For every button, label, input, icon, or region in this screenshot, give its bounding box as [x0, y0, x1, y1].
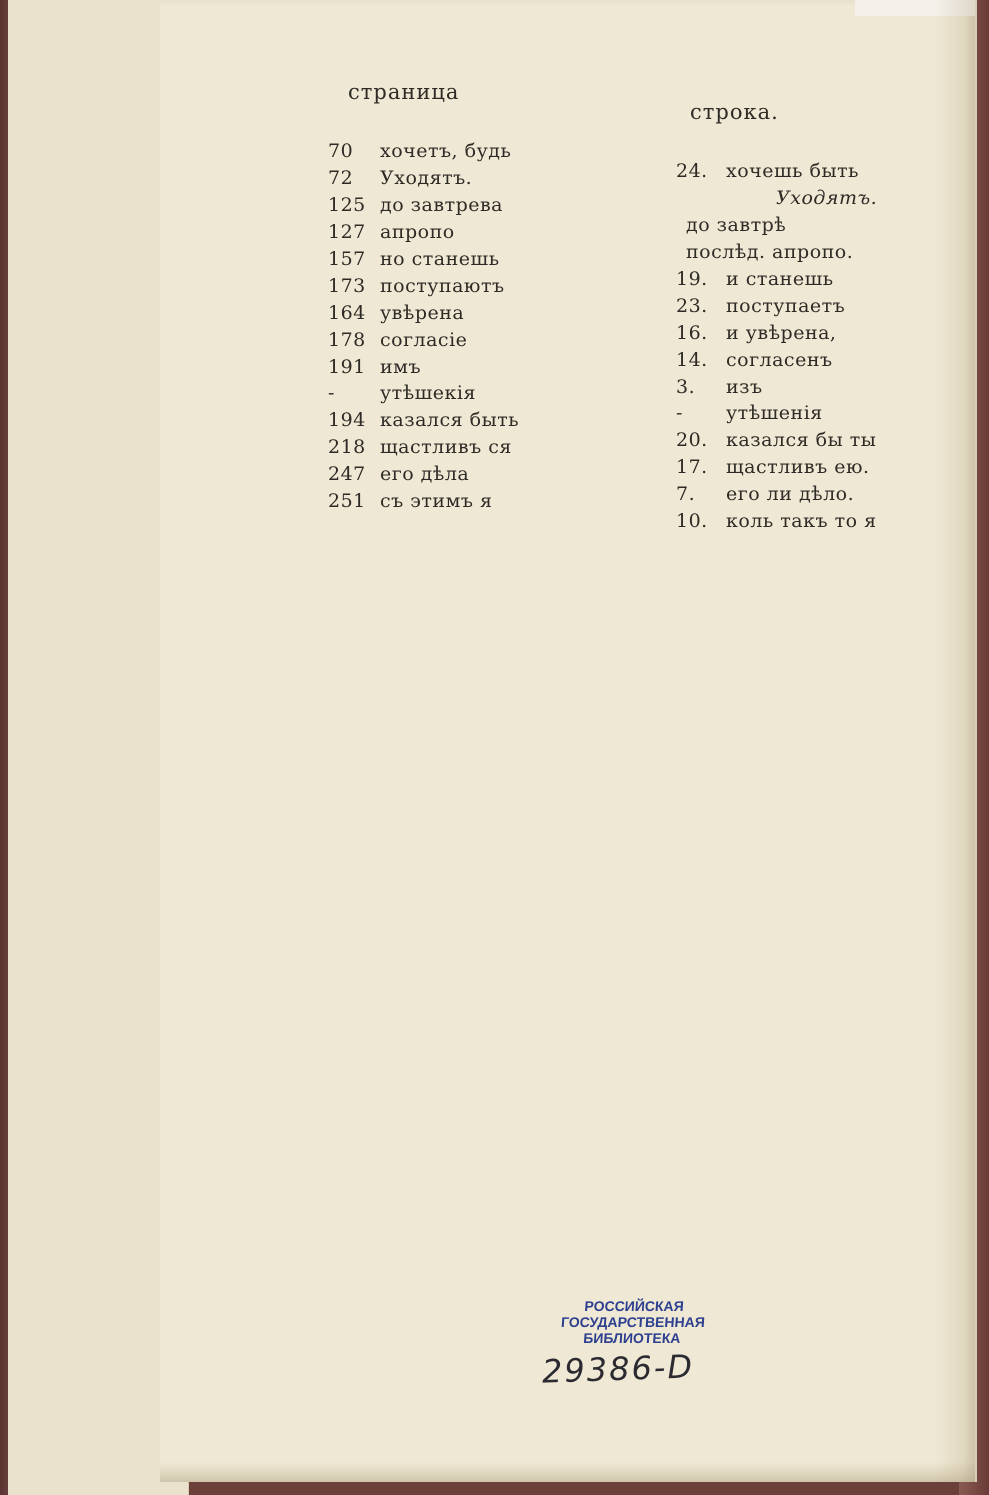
list-item: 3. изъ: [676, 375, 763, 398]
list-item: до завтрѣ: [686, 214, 787, 237]
list-item: 194 казался быть: [328, 409, 520, 432]
shelf-mark: 29386-D: [541, 1347, 695, 1391]
list-item: 178 согласіе: [328, 328, 468, 351]
stamp-line: БИБЛИОТЕКА: [582, 1330, 682, 1346]
list-item: 191 имъ: [328, 355, 422, 378]
list-item: 20. казался бы ты: [676, 429, 877, 452]
list-item: 10. коль такъ то я: [676, 510, 877, 533]
list-item: 24. хочешь быть: [676, 160, 859, 183]
list-item: 127 апропо: [328, 221, 455, 244]
header-page: страница: [348, 80, 460, 104]
list-item: 247 его дѣла: [328, 463, 470, 486]
page-edge-shadow: [935, 0, 975, 1482]
list-item: Уходятъ.: [776, 187, 878, 210]
list-item: 7. его ли дѣло.: [676, 483, 855, 506]
list-item: 251 съ этимъ я: [328, 490, 493, 513]
list-item: 19. и станешь: [676, 268, 834, 290]
list-item: - утѣшекія: [328, 382, 476, 405]
list-item: 157 но станешь: [328, 248, 500, 270]
page-bottom-shadow: [160, 1462, 975, 1482]
list-item: 14. согласенъ: [676, 348, 833, 371]
list-item: 125 до завтрева: [328, 194, 504, 217]
header-line: строка.: [690, 100, 779, 124]
list-item: 218 щастливъ ся: [328, 436, 512, 459]
list-item: 173 поступаютъ: [328, 274, 505, 297]
list-item: 23. поступаетъ: [676, 294, 846, 317]
list-item: 72 Уходятъ.: [328, 167, 473, 190]
list-item: 70 хочетъ, будь: [328, 140, 512, 163]
errata-left-column: [328, 138, 519, 514]
stamp-line: ГОСУДАРСТВЕННАЯ: [560, 1314, 706, 1330]
list-item: 164 увѣрена: [328, 301, 465, 324]
library-stamp: [546, 1298, 719, 1346]
list-item: 16. и увѣрена,: [676, 321, 837, 344]
list-item: - утѣшенія: [676, 402, 823, 425]
list-item: 17. щастливъ ею.: [676, 456, 870, 479]
stamp-line: РОССИЙСКАЯ: [583, 1298, 685, 1314]
errata-right-column: [676, 158, 877, 534]
list-item: послѣд. апропо.: [686, 241, 854, 264]
